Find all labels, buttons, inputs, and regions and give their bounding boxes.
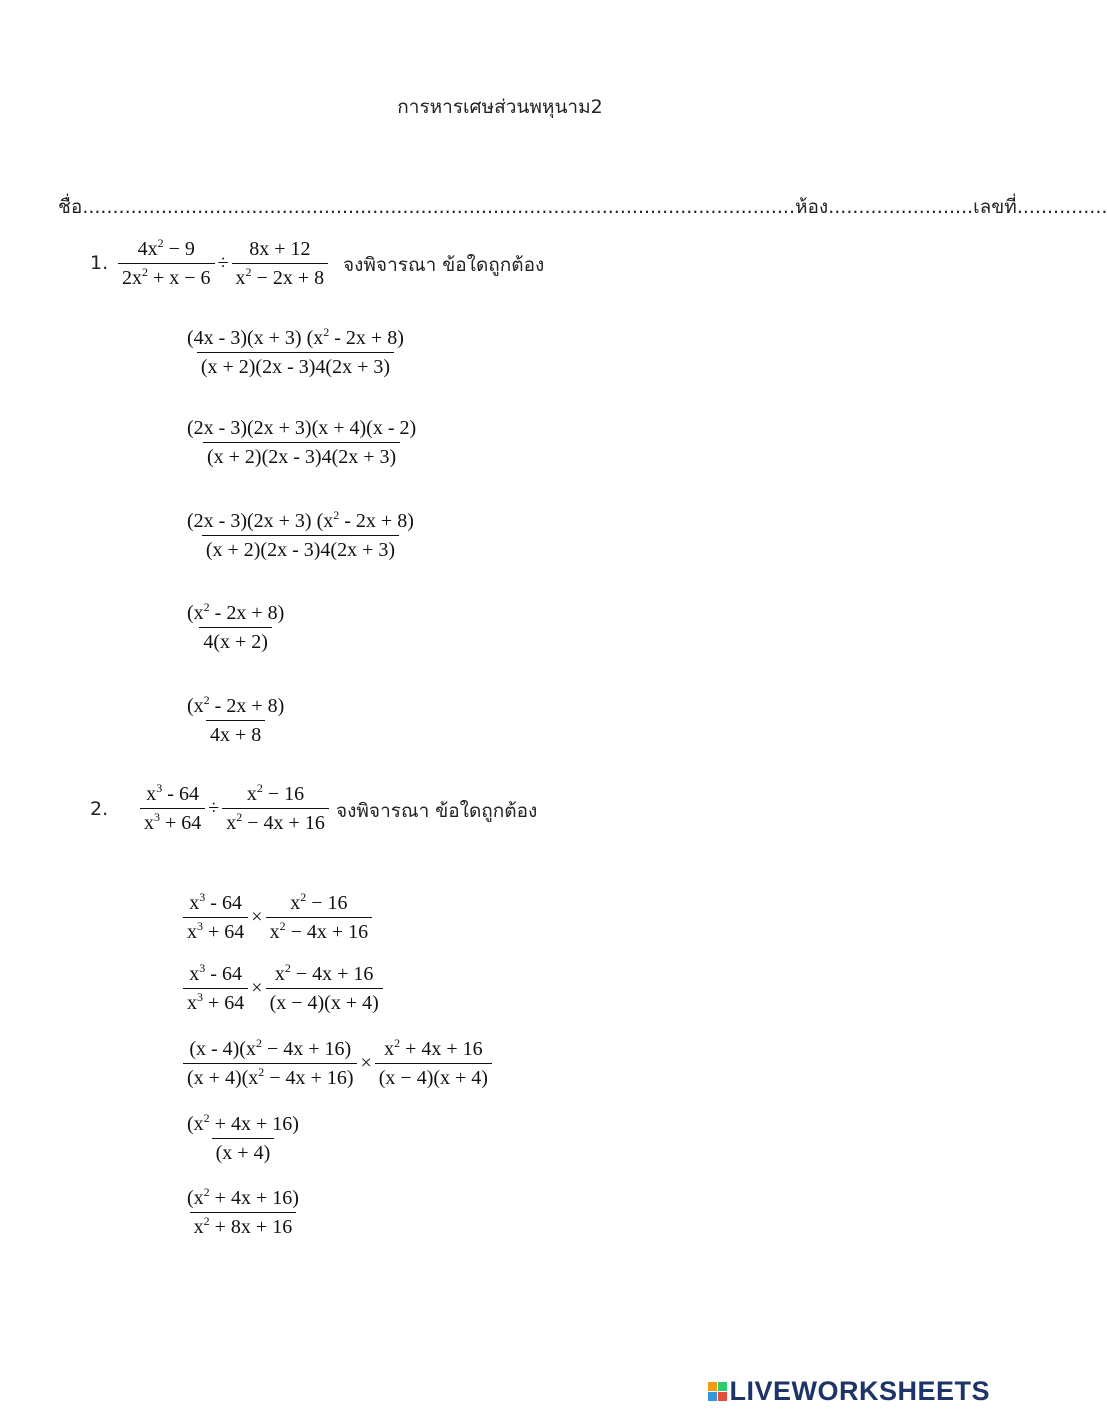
numerator: $x^2 - 16$ bbox=[246, 781, 305, 805]
numerator: $(x^2 - 2x + 8)$ bbox=[187, 600, 285, 624]
number-label: เลขที่ bbox=[973, 196, 1017, 218]
student-info-row bbox=[58, 192, 1107, 222]
q2-choice-3[interactable] bbox=[183, 1037, 492, 1090]
q2-choice-5[interactable] bbox=[183, 1186, 303, 1239]
numerator: $(x^2 - 2x + 8)$ bbox=[187, 693, 285, 717]
multiply-operator: × bbox=[251, 906, 263, 928]
denominator: 4x + 8 bbox=[206, 720, 265, 747]
denominator: $x^3 + 64$ bbox=[140, 808, 205, 835]
liveworksheets-logo bbox=[708, 1376, 990, 1407]
question-2-expression bbox=[140, 782, 329, 835]
denominator: (x + 2)(2x - 3)4(2x + 3) bbox=[197, 352, 394, 379]
denominator: $(x + 4)(x^2 - 4x + 16)$ bbox=[183, 1063, 357, 1090]
divide-operator: ÷ bbox=[208, 797, 220, 819]
numerator: (4x - 3)(x + 3) $(x^2 - 2x + 8)$ bbox=[187, 325, 404, 349]
numerator: $x^2 + 4x + 16$ bbox=[384, 1036, 483, 1060]
fraction bbox=[222, 782, 329, 835]
denominator: (x − 4)(x + 4) bbox=[375, 1063, 492, 1090]
denominator: $x^2 + 8x + 16$ bbox=[190, 1212, 297, 1239]
q1-choice-2[interactable] bbox=[183, 416, 420, 469]
liveworksheets-logo-icon bbox=[708, 1382, 727, 1401]
liveworksheets-wordmark: LIVEWORKSHEETS bbox=[729, 1376, 990, 1406]
room-blank[interactable]: ........................ bbox=[828, 196, 974, 218]
numerator: $x^3 - 64$ bbox=[189, 961, 242, 985]
question-1-expression bbox=[118, 237, 328, 290]
q1-choice-1[interactable] bbox=[183, 326, 408, 379]
numerator: 8x + 12 bbox=[249, 238, 311, 260]
question-2-prompt: จงพิจารณา ข้อใดถูกต้อง bbox=[336, 800, 538, 822]
denominator: (x + 2)(2x - 3)4(2x + 3) bbox=[203, 442, 400, 469]
question-1-prompt: จงพิจารณา ข้อใดถูกต้อง bbox=[343, 254, 545, 276]
numerator: (2x - 3)(2x + 3)(x + 4)(x - 2) bbox=[187, 417, 417, 439]
divide-operator: ÷ bbox=[217, 252, 229, 274]
q2-choice-4[interactable] bbox=[183, 1112, 303, 1165]
denominator: $2x^2 + x - 6$ bbox=[118, 263, 215, 290]
numerator: $(x^2 + 4x + 16)$ bbox=[187, 1185, 299, 1209]
fraction bbox=[140, 782, 205, 835]
number-blank[interactable]: ............... bbox=[1016, 196, 1107, 218]
numerator: $(x^2 + 4x + 16)$ bbox=[187, 1111, 299, 1135]
multiply-operator: × bbox=[251, 977, 263, 999]
room-label: ห้อง bbox=[794, 196, 829, 218]
numerator: $x^2 - 4x + 16$ bbox=[274, 961, 374, 985]
q2-choice-2[interactable] bbox=[183, 962, 383, 1015]
name-blank[interactable]: ...................................................................................................................... bbox=[82, 196, 795, 218]
denominator: $x^2 - 4x + 16$ bbox=[266, 917, 373, 944]
q1-choice-5[interactable] bbox=[183, 694, 288, 747]
question-2-number: 2. bbox=[90, 798, 109, 820]
denominator: (x + 2)(2x - 3)4(2x + 3) bbox=[202, 535, 399, 562]
worksheet-title: การหารเศษส่วนพหุนาม2 bbox=[397, 96, 603, 118]
numerator: $4x^2 - 9$ bbox=[137, 236, 195, 260]
q1-choice-3[interactable] bbox=[183, 509, 418, 562]
name-label: ชื่อ bbox=[58, 196, 83, 218]
numerator: $x^3 - 64$ bbox=[189, 890, 242, 914]
denominator: $x^2 - 2x + 8$ bbox=[232, 263, 329, 290]
denominator: (x + 4) bbox=[212, 1138, 275, 1165]
fraction bbox=[118, 237, 215, 290]
multiply-operator: × bbox=[360, 1052, 372, 1074]
denominator: $x^3 + 64$ bbox=[183, 917, 248, 944]
q2-choice-1[interactable] bbox=[183, 891, 372, 944]
denominator: $x^3 + 64$ bbox=[183, 988, 248, 1015]
numerator: $x^2 - 16$ bbox=[290, 890, 348, 914]
numerator: $x^3 - 64$ bbox=[146, 781, 199, 805]
denominator: (x − 4)(x + 4) bbox=[266, 988, 383, 1015]
q1-choice-4[interactable] bbox=[183, 601, 288, 654]
numerator: (2x - 3)(2x + 3) $(x^2 - 2x + 8)$ bbox=[187, 508, 414, 532]
question-1-number: 1. bbox=[90, 252, 109, 274]
fraction bbox=[232, 237, 329, 290]
denominator: 4(x + 2) bbox=[199, 627, 272, 654]
denominator: $x^2 - 4x + 16$ bbox=[222, 808, 329, 835]
numerator: $(x - 4)(x^2 - 4x + 16)$ bbox=[189, 1036, 352, 1060]
